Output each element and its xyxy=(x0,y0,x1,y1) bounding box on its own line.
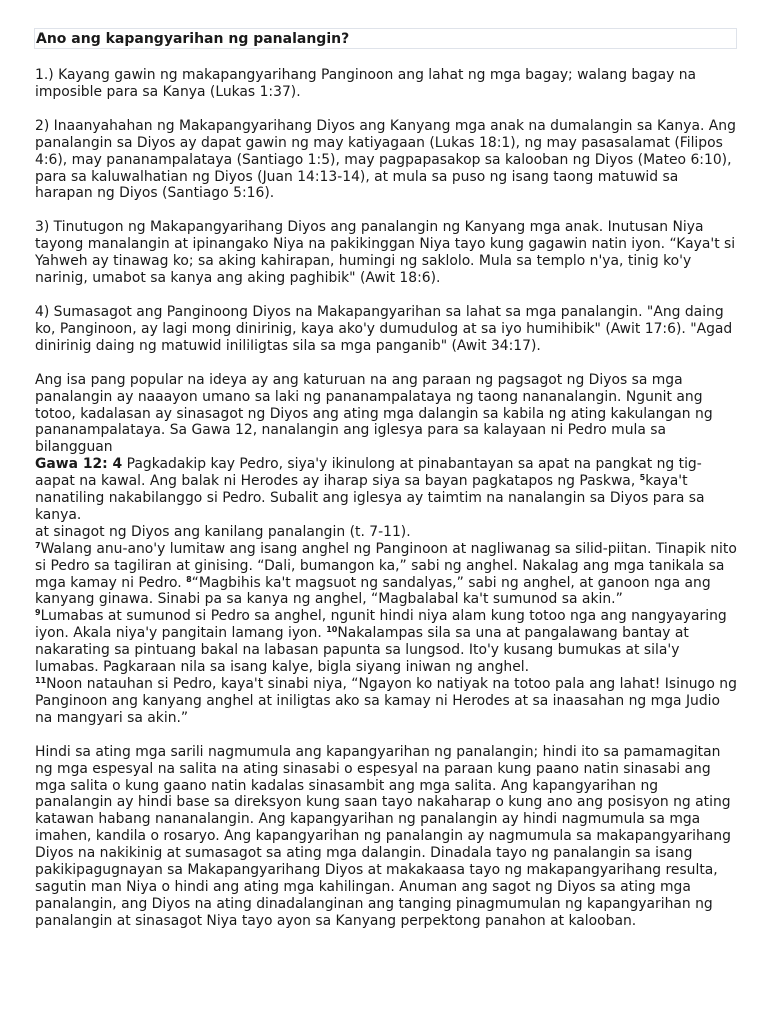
verse-7: Walang anu-ano'y lumitaw ang isang anghel ng Panginoon at nagliwanag sa silid-piitan. Tinapik nito si Pedro sa tagiliran at ginising. “Dali, bumangon ka,” sabi ng anghel. Nakalag ang mga tanikala sa mga kamay ni Pedro. xyxy=(35,540,737,591)
verse-number-11: 11 xyxy=(35,676,47,685)
verse-4: Pagkadakip kay Pedro, siya'y ikinulong at pinabantayan sa apat na pangkat ng tig-aapat na kawal. Ang balak ni Herodes ay iharap siya sa bayan pagkatapos ng Paskwa, xyxy=(35,456,702,490)
verse-number-10: 10 xyxy=(326,625,338,635)
verse-number-7: 7 xyxy=(35,540,41,550)
article xyxy=(35,28,737,930)
faith-paragraph: Ang isa pang popular na ideya ay ang katuruan na ang paraan ng pagsagot ng Diyos sa mga panalangin ay naaayon umano sa laki ng pananampalataya ng taong nananalangin. Ngunit ang totoo, kadalasan ay sinasagot ng Diyos ang ating mga dalangin sa kabila ng ating kakulangan ng pananampalataya. Sa Gawa 12, nanalangin ang iglesya para sa kalayaan ni Pedro mula sa bilangguan xyxy=(35,371,713,456)
answered-prayer-line: at sinagot ng Diyos ang kanilang panalangin (t. 7-11). xyxy=(35,523,411,540)
page-title: Ano ang kapangyarihan ng panalangin? xyxy=(34,28,737,49)
verse-number-5: 5 xyxy=(639,473,646,483)
verse-11: Noon natauhan si Pedro, kaya't sinabi niya, “Ngayon ko natiyak na totoo pala ang lahat! Isinugo ng Panginoon ang kanyang anghel at iniligtas ako sa kamay ni Herodes at sa inaasahan ng mga Judio na mangyari sa akin.” xyxy=(35,676,737,726)
point-2: 2) Inaanyahahan ng Makapangyarihang Diyos ang Kanyang mga anak na dumalangin sa Kanya. Ang panalangin sa Diyos ay dapat gawin ng may katiyagaan (Lukas 18:1), ng may pasasalamat (Filipos 4:6), may pananampalataya (Santiago 1:5), may pagpapasakop sa kalooban ng Diyos (Mateo 6:10), para sa kaluwalhatian ng Diyos (Juan 14:13-14), at mula sa puso ng isang taong matuwid sa harapan ng Diyos (Santiago 5:16). xyxy=(35,117,736,202)
verse-9: Lumabas at sumunod si Pedro sa anghel, ngunit hindi niya alam kung totoo nga ang nangyayaring iyon. Akala niya'y pangitain lamang iyon. xyxy=(35,608,727,642)
point-4: 4) Sumasagot ang Panginoong Diyos na Makapangyarihan sa lahat sa mga panalangin. "Ang daing ko, Panginoon, ay lagi mong dinirinig, kaya ako'y dumudulog at sa iyo humihibik" (Awit 17:6). "Agad dinirinig daing ng matuwid iniliIigtas sila sa mga panganib" (Awit 34:17). xyxy=(35,303,733,354)
point-3: 3) Tinutugon ng Makapangyarihang Diyos ang panalangin ng Kanyang mga anak. Inutusan Niya tayong manalangin at ipinangako Niya na pakikinggan Niya tayo kung gagawin natin iyon. “Kaya't si Yahweh ay tinawag ko; sa aking kahirapan, humingi ng saklolo. Mula sa templo n'ya, tinig ko'y narinig, umabot sa kanya ang aking paghibik" (Awit 18:6). xyxy=(35,219,736,287)
verse-10: Nakalampas sila sa una at pangalawang bantay at nakarating sa pintuang bakal na labasan papunta sa lungsod. Ito'y kusang bumukas at sila'y lumabas. Pagkaraan nila sa isang kalye, bigla siyang iniwan ng anghel. xyxy=(35,625,689,676)
verse-8: “Magbihis ka't magsuot ng sandalyas,” sabi ng anghel, at ganoon nga ang kanyang ginawa. Sinabi pa sa kanya ng anghel, “Magbalabal ka't sumunod sa akin.” xyxy=(35,574,711,608)
verse-number-9: 9 xyxy=(35,608,41,618)
verse-5: kaya't nanatiling nakabilanggo si Pedro. Subalit ang iglesya ay taimtim na nanalangin sa Diyos para sa kanya. xyxy=(35,473,705,523)
point-1: 1.) Kayang gawin ng makapangyarihang Panginoon ang lahat ng mga bagay; walang bagay na imposible para sa Kanya (Lukas 1:37). xyxy=(35,67,697,100)
scripture-reference: Gawa 12: 4 xyxy=(35,456,123,473)
closing-paragraph: Hindi sa ating mga sarili nagmumula ang kapangyarihan ng panalangin; hindi ito sa pamamagitan ng mga espesyal na salita na ating sinasabi o espesyal na paraan kung paano natin sinasabi ang mga salita o kung gaano natin kadalas sinasambit ang mga salita. Ang kapangyarihan ng panalangin ay hindi base sa direksyon kung saan tayo nakaharap o kung ano ang posisyon ng ating katawan habang nananalangin. Ang kapangyarihan ng panalangin ay hindi nagmumula sa mga imahen, kandila o rosaryo. Ang kapangyarihan ng panalangin ay nagmumula sa makapangyarihang Diyos na nakikinig at sumasagot sa ating mga dalangin. Dinadala tayo ng panalangin sa isang pakikipagugnayan sa Makapangyarihang Diyos at makakaasa tayo ng makapangyarihang resulta, sagutin man Niya o hindi ang ating mga kahilingan. Anuman ang sagot ng Diyos sa ating mga panalangin, ang Diyos na ating dinadalanginan ang tanging pinagmumulan ng kapangyarihan ng panalangin at sinasagot Niya tayo ayon sa Kanyang perpektong panahon at kalooban. xyxy=(35,743,731,929)
scripture-passage xyxy=(35,456,737,524)
verse-number-8: 8 xyxy=(186,574,192,584)
scripture-passage-continued xyxy=(35,541,737,727)
